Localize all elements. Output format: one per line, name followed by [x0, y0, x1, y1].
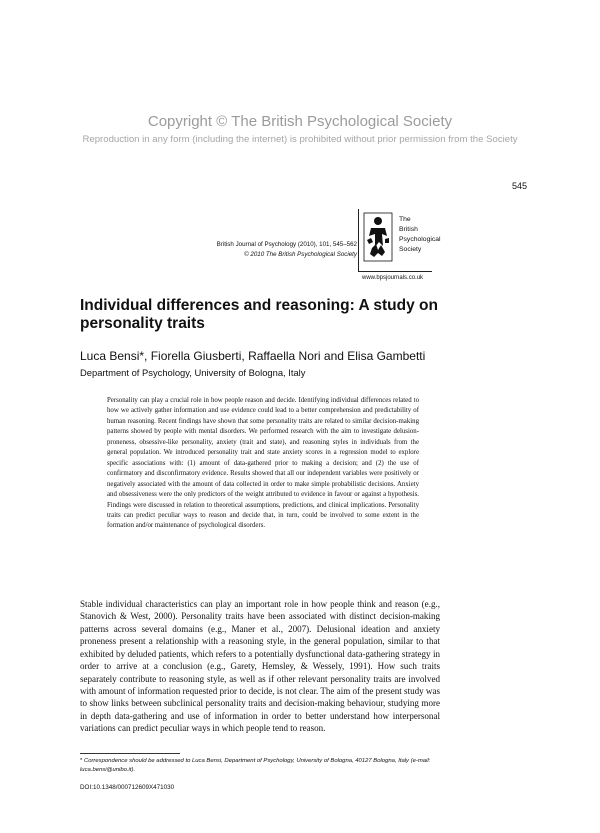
journal-info — [217, 240, 357, 260]
article-authors: Luca Bensi*, Fiorella Giusberti, Raffaella Nori and Elisa Gambetti — [80, 349, 426, 363]
copyright-watermark: Copyright © The British Psychological Society — [147, 113, 453, 130]
bps-logo-icon — [363, 212, 393, 262]
author-affiliation: Department of Psychology, University of Bologna, Italy — [80, 367, 306, 378]
footnote-marker: * — [80, 758, 83, 764]
society-name — [399, 215, 441, 255]
copyright-line: © 2010 The British Psychological Society — [244, 251, 357, 258]
society-name-line: British — [399, 226, 418, 233]
correspondence-footnote — [80, 757, 442, 776]
society-name-line: Society — [399, 246, 422, 253]
intro-paragraph: Stable individual characteristics can play an important role in how people think and reason (e.g., Stanovich & West, 2000). Personality traits have been associated with distinct decision-making patterns across several domains (e.g., Maner et al., 2007). Delusional ideation and anxiety proneness present a relationship with a reasoning style, in the general population, similar to that exhibited by deluded patients, which refers to a potentially dysfunctional data-gathering strategy in order to arrive at a conclusion (e.g., Garety, Hemsley, & Wessely, 1991). How such traits separately contribute to reasoning style, as well as if other relevant personality traits are involved with amount of information requested prior to decide, is not clear. The aim of the present study was to show links between subclinical personality traits and decision-making behaviour, studying more in depth data-gathering and use of information in order to better understand how interpersonal variations can predict peculiar ways in which people tend to reason. — [80, 599, 440, 734]
society-name-line: The — [399, 216, 411, 223]
journal-website-link[interactable]: www.bpsjournals.co.uk — [362, 275, 424, 281]
header-vertical-rule — [358, 209, 359, 271]
reproduction-notice: Reproduction in any form (including the internet) is prohibited without prior permission from the Society — [82, 134, 518, 145]
header-horizontal-rule — [358, 271, 432, 272]
footnote-text: Correspondence should be addressed to Luca Bensi, Department of Psychology, University of Bologna, 40127 Bologna, Italy (e-mail: luca.bensi@unibo.it). — [80, 758, 431, 774]
society-name-line: Psychological — [399, 236, 441, 243]
abstract: Personality can play a crucial role in how people reason and decide. Identifying individual differences related to how we actively gather information and use evidence could lead to a better comprehension and predictability of human reasoning. Recent findings have shown that some personality traits are related to similar decision-making patterns showed by people with mental disorders. We performed research with the aim to investigate delusion-proneness, obsessive-like personality, anxiety (trait and state), and reasoning styles in individuals from the general population. We introduced personality trait and state anxiety scores in a regression model to explore specific associations with: (1) amount of data-gathered prior to making a decision; and (2) the use of confirmatory and disconfirmatory evidence. Results showed that all our independent variables were positively or negatively associated with the amount of data collected in order to make simple probabilistic decisions. Anxiety and obsessiveness were the only predictors of the weight attributed to evidence in favour or against a hypothesis. Findings were discussed in relation to theoretical assumptions, predictions, and clinical implications. Personality traits can predict peculiar ways to reason and decide that, in turn, could be involved to some extent in the formation and/or maintenance of psychological disorders. — [107, 397, 419, 530]
journal-citation: British Journal of Psychology (2010), 101, 545–562 — [216, 241, 357, 248]
article-title: Individual differences and reasoning: A study on personality traits — [80, 297, 438, 332]
doi[interactable]: DOI:10.1348/000712609X471030 — [80, 784, 175, 791]
footnote-rule — [80, 753, 180, 754]
page-number: 545 — [511, 181, 527, 191]
